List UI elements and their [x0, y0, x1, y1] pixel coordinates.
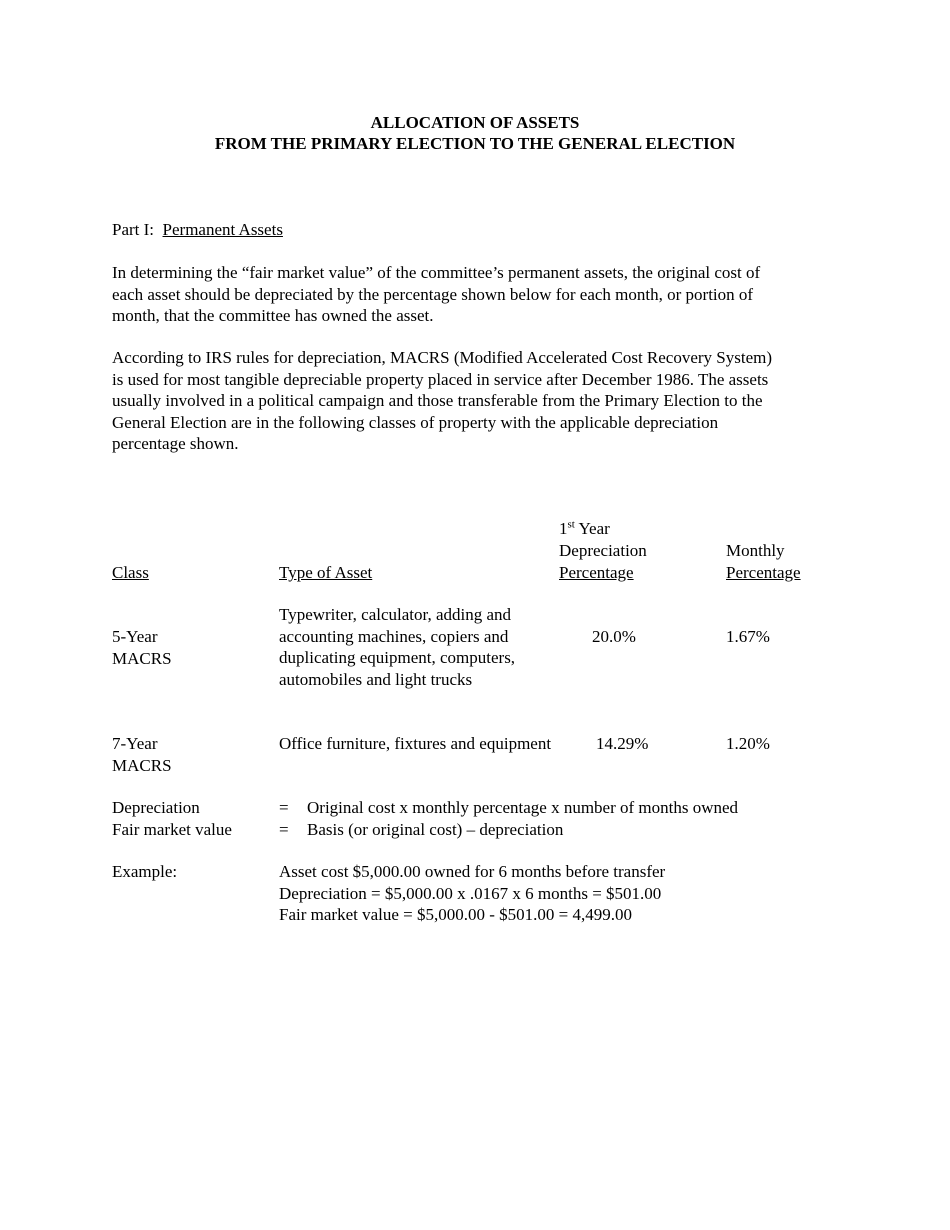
paragraph-fair-market-value — [112, 262, 852, 327]
type-line: automobiles and light trucks — [279, 669, 473, 689]
class-line-2: MACRS — [112, 755, 172, 775]
type-line: Typewriter, calculator, adding and — [279, 605, 512, 624]
title-line-1: ALLOCATION OF ASSETS — [370, 113, 580, 132]
class-line-1: 5-Year — [112, 627, 158, 646]
table-row-class — [112, 733, 172, 776]
table-row-type — [279, 733, 551, 755]
paragraph-line: According to IRS rules for depreciation, MACRS (Modified Accelerated Cost Recovery System) — [112, 348, 773, 367]
paragraph-line: In determining the “fair market value” of the committee’s permanent assets, the original cost of — [112, 263, 761, 282]
header-first-year-word: Year — [574, 519, 610, 538]
class-line-1: 7-Year — [112, 734, 158, 753]
example-line: Depreciation = $5,000.00 x .0167 x 6 months = $501.00 — [279, 883, 662, 903]
header-class: Class — [112, 563, 149, 582]
formula-fair-market-value: Basis (or original cost) – depreciation — [307, 820, 564, 839]
class-line-2: MACRS — [112, 648, 172, 668]
header-first-year-sup: st — [567, 518, 575, 531]
header-monthly: Monthly — [726, 541, 785, 560]
header-first-year-percentage: Percentage — [559, 563, 634, 582]
header-first-year — [559, 518, 610, 540]
type-line: accounting machines, copiers and — [279, 626, 509, 646]
header-depreciation: Depreciation — [559, 541, 647, 560]
formula-depreciation: Original cost x monthly percentage x number of months owned — [307, 798, 739, 817]
formula-equals: = — [279, 798, 289, 817]
formula-label-depreciation: Depreciation — [112, 798, 200, 817]
example-line: Asset cost $5,000.00 owned for 6 months before transfer — [279, 862, 666, 881]
header-monthly-percentage: Percentage — [726, 563, 801, 582]
formula-label-fair-market-value: Fair market value — [112, 820, 232, 839]
paragraph-line: each asset should be depreciated by the percentage shown below for each month, or portion of — [112, 284, 754, 304]
title-line-2: FROM THE PRIMARY ELECTION TO THE GENERAL ELECTION — [214, 134, 736, 153]
table-row-class — [112, 626, 172, 669]
paragraph-line: General Election are in the following classes of property with the applicable depreciation — [112, 412, 719, 432]
part-heading — [112, 219, 283, 241]
paragraph-line: month, that the committee has owned the asset. — [112, 306, 434, 325]
paragraph-line: is used for most tangible depreciable property placed in service after December 1986. The assets — [112, 369, 769, 389]
paragraph-macrs — [112, 347, 872, 455]
example-line: Fair market value = $5,000.00 - $501.00 = 4,499.00 — [279, 905, 632, 924]
formula-equals: = — [279, 820, 289, 839]
paragraph-line: percentage shown. — [112, 434, 239, 453]
example-label: Example: — [112, 862, 178, 881]
paragraph-line: usually involved in a political campaign and those transferable from the Primary Election to the — [112, 391, 763, 410]
table-row-monthly: 1.67% — [726, 627, 770, 646]
example-lines — [279, 861, 665, 926]
table-row-first-year: 14.29% — [596, 734, 649, 753]
type-line: Office furniture, fixtures and equipment — [279, 734, 552, 753]
type-line: duplicating equipment, computers, — [279, 648, 516, 667]
table-row-first-year: 20.0% — [592, 627, 636, 646]
header-first-year-num: 1 — [559, 519, 568, 538]
table-row-monthly: 1.20% — [726, 734, 770, 753]
part-name: Permanent Assets — [162, 220, 283, 239]
header-type-of-asset: Type of Asset — [279, 563, 373, 582]
part-prefix: Part I: — [112, 220, 155, 239]
table-row-type — [279, 604, 515, 690]
